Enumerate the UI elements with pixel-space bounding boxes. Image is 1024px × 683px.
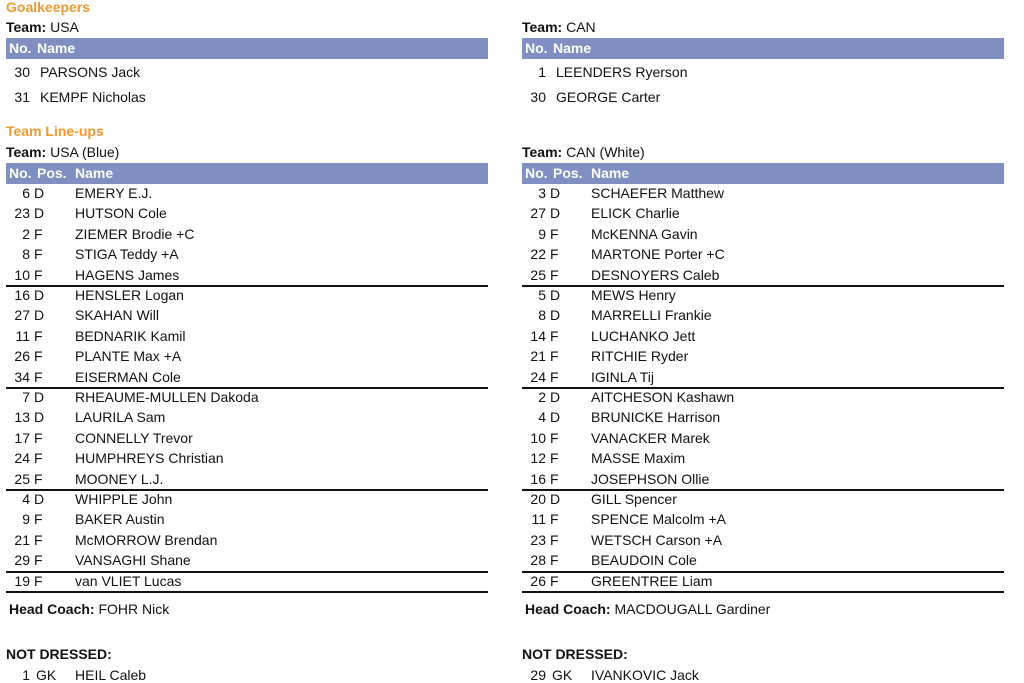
- player-position: D: [550, 287, 561, 303]
- head-coach-line: [525, 601, 770, 617]
- player-position: D: [550, 409, 561, 426]
- player-name: CONNELLY Trevor: [75, 429, 193, 446]
- player-position: F: [34, 470, 43, 487]
- player-name: MEWS Henry: [591, 287, 676, 303]
- goalkeeper-row: [522, 89, 1004, 105]
- player-number: 24: [530, 368, 546, 385]
- player-number: 8: [22, 246, 30, 263]
- player-name: HENSLER Logan: [75, 287, 184, 303]
- not-dressed-row: [522, 667, 1004, 683]
- player-number: 26: [14, 348, 30, 365]
- lineup-row: [6, 409, 488, 425]
- lineup-row: [6, 307, 488, 323]
- player-position: F: [34, 572, 43, 589]
- lineup-row: [522, 226, 1004, 242]
- head-coach-label: Head Coach:: [9, 601, 95, 617]
- player-number: 9: [538, 225, 546, 242]
- table-header: [6, 38, 488, 59]
- team-name: CAN: [562, 19, 596, 35]
- lineup-row: [522, 185, 1004, 201]
- player-position: F: [550, 552, 559, 569]
- player-name: GEORGE Carter: [556, 89, 661, 105]
- team-label: Team:: [522, 144, 563, 160]
- player-position: GK: [36, 667, 57, 683]
- player-position: F: [550, 450, 559, 467]
- player-name: BRUNICKE Harrison: [591, 409, 721, 426]
- player-name: SKAHAN Will: [75, 307, 160, 324]
- player-position: F: [34, 450, 43, 467]
- player-number: 11: [15, 327, 30, 344]
- player-position: F: [550, 348, 559, 365]
- player-name: MASSE Maxim: [591, 450, 686, 467]
- player-number: 16: [530, 470, 546, 487]
- lineup-row: [6, 511, 488, 527]
- player-name: VANSAGHI Shane: [75, 552, 191, 569]
- player-number: 3: [538, 185, 546, 201]
- player-name: McKENNA Gavin: [591, 225, 698, 242]
- player-name: AITCHESON Kashawn: [591, 389, 735, 405]
- player-name: HAGENS James: [75, 266, 180, 283]
- header-pos: Pos.: [37, 165, 67, 181]
- lineup-row: [522, 532, 1004, 548]
- player-position: F: [550, 327, 559, 344]
- lineup-row: [522, 573, 1004, 589]
- player-number: 1: [22, 667, 30, 683]
- goalkeepers-title: Goalkeepers: [6, 0, 91, 15]
- player-name: DESNOYERS Caleb: [591, 266, 720, 283]
- lineup-row: [6, 389, 488, 405]
- player-number: 10: [14, 266, 30, 283]
- player-name: IVANKOVIC Jack: [591, 667, 699, 683]
- player-name: JOSEPHSON Ollie: [591, 470, 710, 487]
- player-position: D: [550, 491, 561, 507]
- lineup-row: [6, 552, 488, 568]
- player-number: 4: [22, 491, 30, 507]
- player-position: F: [550, 266, 559, 283]
- header-name: Name: [75, 165, 114, 181]
- lineup-row: [522, 287, 1004, 303]
- lineup-row: [6, 491, 488, 507]
- player-name: HUTSON Cole: [75, 205, 167, 222]
- team-name: USA (Blue): [46, 144, 120, 160]
- player-name: HUMPHREYS Christian: [75, 450, 224, 467]
- player-number: 22: [530, 246, 546, 263]
- player-name: IGINLA Tij: [591, 368, 655, 385]
- lineup-row: [522, 389, 1004, 405]
- lineup-row: [6, 348, 488, 364]
- not-dressed-title: NOT DRESSED:: [522, 646, 628, 662]
- goalkeeper-row: [6, 64, 488, 80]
- lineup-row: [522, 267, 1004, 283]
- player-position: GK: [552, 667, 573, 683]
- lineup-row: [522, 409, 1004, 425]
- player-position: F: [34, 552, 43, 569]
- player-number: 17: [14, 429, 30, 446]
- player-position: D: [34, 491, 45, 507]
- player-name: VANACKER Marek: [591, 429, 710, 446]
- player-name: SCHAEFER Matthew: [591, 185, 725, 201]
- player-number: 16: [14, 287, 30, 303]
- player-number: 4: [538, 409, 546, 426]
- player-number: 8: [538, 307, 546, 324]
- player-name: EISERMAN Cole: [75, 368, 181, 385]
- player-position: D: [550, 205, 561, 222]
- lineup-row: [6, 328, 488, 344]
- team-label-line: [6, 144, 119, 160]
- player-position: F: [550, 470, 559, 487]
- lineup-row: [522, 430, 1004, 446]
- player-position: F: [34, 348, 43, 365]
- player-number: 11: [531, 511, 546, 528]
- player-position: F: [550, 429, 559, 446]
- player-name: STIGA Teddy +A: [75, 246, 179, 263]
- header-no: No.: [525, 40, 548, 56]
- header-name: Name: [591, 165, 630, 181]
- table-header: [522, 38, 1004, 59]
- lineup-row: [6, 185, 488, 201]
- player-name: van VLIET Lucas: [75, 572, 182, 589]
- player-number: 23: [530, 531, 546, 548]
- player-position: F: [550, 225, 559, 242]
- goalkeeper-row: [522, 64, 1004, 80]
- player-number: 21: [530, 348, 546, 365]
- player-position: F: [34, 327, 43, 344]
- header-no: No.: [525, 165, 548, 181]
- player-position: F: [34, 429, 43, 446]
- lineup-row: [6, 287, 488, 303]
- player-name: PLANTE Max +A: [75, 348, 182, 365]
- player-name: EMERY E.J.: [75, 185, 153, 201]
- head-coach-name: FOHR Nick: [94, 601, 170, 617]
- player-name: ZIEMER Brodie +C: [75, 225, 195, 242]
- header-name: Name: [37, 40, 76, 56]
- player-number: 24: [14, 450, 30, 467]
- player-position: D: [550, 185, 561, 201]
- player-name: LAURILA Sam: [75, 409, 166, 426]
- player-position: F: [550, 511, 559, 528]
- player-position: D: [34, 287, 45, 303]
- team-label: Team:: [6, 144, 47, 160]
- header-no: No.: [9, 40, 32, 56]
- player-name: BAKER Austin: [75, 511, 165, 528]
- player-number: 9: [22, 511, 30, 528]
- lineup-row: [522, 552, 1004, 568]
- player-number: 23: [14, 205, 30, 222]
- header-no: No.: [9, 165, 32, 181]
- head-coach-line: [9, 601, 169, 617]
- not-dressed-title: NOT DRESSED:: [6, 646, 112, 662]
- lineup-row: [522, 328, 1004, 344]
- player-position: F: [34, 511, 43, 528]
- player-position: F: [550, 246, 559, 263]
- player-number: 27: [530, 205, 546, 222]
- player-number: 34: [14, 368, 30, 385]
- lineup-row: [6, 246, 488, 262]
- player-number: 31: [14, 89, 30, 105]
- lineup-row: [6, 471, 488, 487]
- player-number: 13: [14, 409, 30, 426]
- lineup-row: [6, 267, 488, 283]
- player-position: D: [34, 205, 45, 222]
- player-number: 20: [530, 491, 546, 507]
- lineup-row: [522, 491, 1004, 507]
- not-dressed-row: [6, 667, 488, 683]
- lineup-row: [6, 450, 488, 466]
- lineup-row: [522, 348, 1004, 364]
- player-name: SPENCE Malcolm +A: [591, 511, 726, 528]
- header-pos: Pos.: [553, 165, 583, 181]
- player-position: D: [34, 307, 45, 324]
- player-name: HEIL Caleb: [75, 667, 147, 683]
- player-position: F: [550, 368, 559, 385]
- lineup-row: [522, 471, 1004, 487]
- table-header: [6, 163, 488, 184]
- lineup-row: [522, 246, 1004, 262]
- line-separator: [6, 591, 488, 593]
- player-position: F: [550, 572, 559, 589]
- lineup-row: [522, 511, 1004, 527]
- player-number: 10: [530, 429, 546, 446]
- team-label-line: [522, 19, 596, 35]
- player-position: F: [34, 266, 43, 283]
- player-name: RITCHIE Ryder: [591, 348, 689, 365]
- team-name: USA: [46, 19, 79, 35]
- player-number: 29: [14, 552, 30, 569]
- player-name: MARRELLI Frankie: [591, 307, 712, 324]
- player-number: 26: [530, 572, 546, 589]
- player-number: 2: [538, 389, 546, 405]
- player-number: 30: [14, 64, 30, 80]
- player-number: 7: [22, 389, 30, 405]
- player-position: D: [34, 185, 45, 201]
- line-separator: [522, 591, 1004, 593]
- lineup-row: [6, 226, 488, 242]
- player-name: KEMPF Nicholas: [40, 89, 146, 105]
- player-name: MOONEY L.J.: [75, 470, 164, 487]
- player-number: 6: [22, 185, 30, 201]
- lineup-row: [522, 307, 1004, 323]
- player-number: 12: [530, 450, 546, 467]
- player-name: PARSONS Jack: [40, 64, 141, 80]
- lineup-row: [522, 369, 1004, 385]
- player-position: F: [550, 531, 559, 548]
- player-number: 29: [530, 667, 546, 683]
- lineup-row: [6, 205, 488, 221]
- player-number: 27: [14, 307, 30, 324]
- player-position: F: [34, 246, 43, 263]
- lineup-row: [6, 430, 488, 446]
- player-name: MARTONE Porter +C: [591, 246, 725, 263]
- team-label-line: [522, 144, 645, 160]
- team-name: CAN (White): [562, 144, 645, 160]
- player-number: 2: [22, 225, 30, 242]
- team-label: Team:: [6, 19, 47, 35]
- lineup-row: [522, 205, 1004, 221]
- header-name: Name: [553, 40, 592, 56]
- player-number: 19: [14, 572, 30, 589]
- player-position: F: [34, 531, 43, 548]
- lineup-row: [6, 532, 488, 548]
- team-lineups-title: Team Line-ups: [6, 123, 104, 139]
- goalkeeper-row: [6, 89, 488, 105]
- lineup-row: [6, 369, 488, 385]
- player-name: BEAUDOIN Cole: [591, 552, 697, 569]
- player-position: D: [550, 389, 561, 405]
- table-header: [522, 163, 1004, 184]
- player-number: 1: [538, 64, 546, 80]
- player-number: 5: [538, 287, 546, 303]
- player-name: BEDNARIK Kamil: [75, 327, 186, 344]
- lineup-row: [522, 450, 1004, 466]
- player-position: F: [34, 225, 43, 242]
- team-label-line: [6, 19, 79, 35]
- player-name: LUCHANKO Jett: [591, 327, 696, 344]
- lineup-row: [6, 573, 488, 589]
- player-position: F: [34, 368, 43, 385]
- head-coach-label: Head Coach:: [525, 601, 611, 617]
- player-name: ELICK Charlie: [591, 205, 680, 222]
- player-position: D: [550, 307, 561, 324]
- head-coach-name: MACDOUGALL Gardiner: [610, 601, 771, 617]
- player-position: D: [34, 409, 45, 426]
- player-number: 21: [14, 531, 30, 548]
- player-number: 30: [530, 89, 546, 105]
- player-name: GREENTREE Liam: [591, 572, 713, 589]
- player-name: LEENDERS Ryerson: [556, 64, 688, 80]
- player-name: RHEAUME-MULLEN Dakoda: [75, 389, 259, 405]
- player-name: WHIPPLE John: [75, 491, 173, 507]
- team-label: Team:: [522, 19, 563, 35]
- player-name: WETSCH Carson +A: [591, 531, 723, 548]
- player-number: 14: [530, 327, 546, 344]
- player-number: 25: [530, 266, 546, 283]
- player-name: McMORROW Brendan: [75, 531, 218, 548]
- player-number: 25: [14, 470, 30, 487]
- player-name: GILL Spencer: [591, 491, 677, 507]
- player-number: 28: [530, 552, 546, 569]
- player-position: D: [34, 389, 45, 405]
